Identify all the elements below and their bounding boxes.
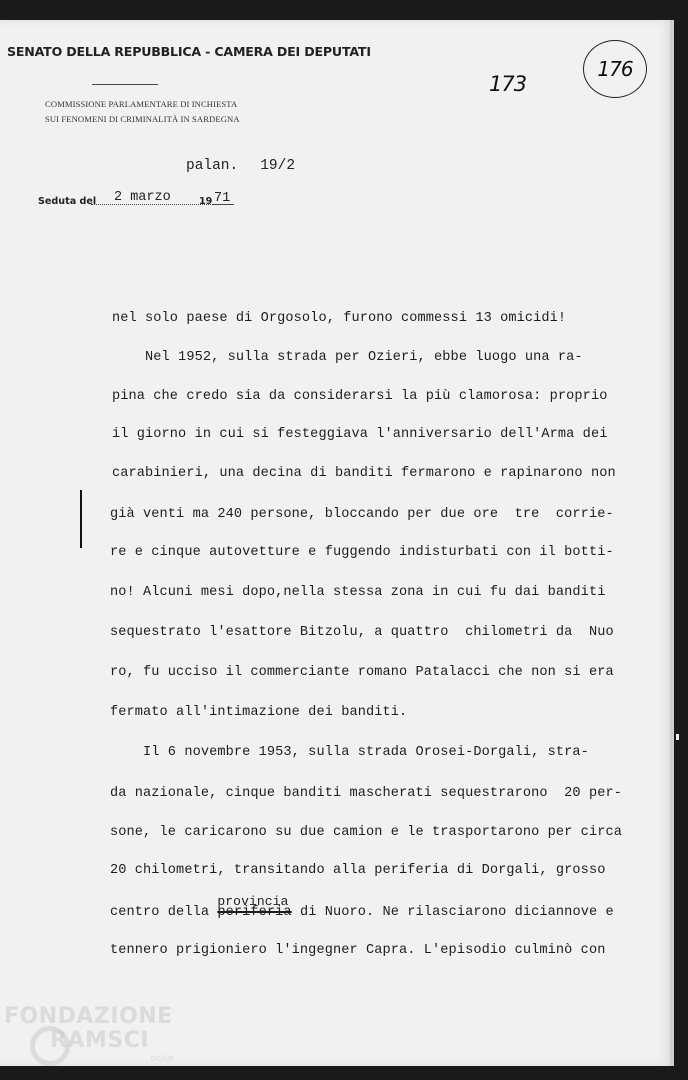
palan-label: palan. [186, 158, 239, 174]
session-year-suffix: 71 [214, 191, 231, 206]
palan-number: 19/2 [260, 158, 296, 174]
session-day-month: 2 marzo [114, 190, 171, 205]
watermark-line-2: RAMSCI [50, 1028, 150, 1053]
letterhead-title: SENATO DELLA REPUBBLICA - CAMERA DEI DEPUTATI [7, 44, 371, 59]
body-line: carabinieri, una decina di banditi fermarono e rapinarono non [112, 466, 616, 481]
correction-before: centro della [110, 905, 218, 920]
correction-after: di Nuoro. Ne rilasciarono diciannove e [291, 905, 614, 920]
correction [217, 894, 292, 920]
inserted-word: provincia [217, 894, 289, 909]
palan-reference [186, 158, 295, 174]
page-edge [670, 20, 674, 1066]
edge-mark [676, 734, 679, 740]
body-line: pina che credo sia da considerarsi la più clamorosa: proprio [112, 389, 608, 404]
watermark-line-1: FONDAZIONE [4, 1004, 173, 1029]
commission-line-1: COMMISSIONE PARLAMENTARE DI INCHIESTA [45, 99, 238, 109]
handwritten-page-number: 173 [489, 72, 527, 96]
body-line: già venti ma 240 persone, bloccando per due ore tre corrie- [110, 507, 614, 522]
body-line: il giorno in cui si festeggiava l'anniversario dell'Arma dei [112, 427, 608, 442]
body-line: Nel 1952, sulla strada per Ozieri, ebbe luogo una ra- [112, 350, 583, 365]
session-year-prefix: 19 [199, 196, 213, 207]
commission-line-2: SUI FENOMENI DI CRIMINALITÀ IN SARDEGNA [45, 114, 240, 124]
body-line: Il 6 novembre 1953, sulla strada Orosei-Dorgali, stra- [110, 745, 589, 760]
body-line: ro, fu ucciso il commerciante romano Patalacci che non si era [110, 665, 614, 680]
session-label: Seduta del [38, 196, 97, 207]
circled-number-text: 176 [597, 57, 633, 81]
session-date [38, 190, 268, 210]
struck-word: periferia [217, 905, 292, 920]
watermark-line-3: onlus [150, 1054, 175, 1064]
body-line: fermato all'intimazione dei banditi. [110, 705, 408, 720]
letterhead-rule [92, 84, 158, 85]
body-line: nel solo paese di Orgosolo, furono commessi 13 omicidi! [112, 311, 567, 326]
body-line: sone, le caricarono su due camion e le trasportarono per circa [110, 825, 622, 840]
margin-mark [80, 490, 82, 548]
body-line: 20 chilometri, transitando alla periferia di Dorgali, grosso [110, 863, 606, 878]
commission-name [45, 97, 240, 127]
body-line: no! Alcuni mesi dopo,nella stessa zona in cui fu dai banditi [110, 585, 606, 600]
body-line: tennero prigioniero l'ingegner Capra. L'episodio culminò con [110, 943, 606, 958]
circled-page-number [583, 40, 647, 98]
body-line: sequestrato l'esattore Bitzolu, a quattro chilometri da Nuo [110, 625, 614, 640]
body-line: re e cinque autovetture e fuggendo indisturbati con il botti- [110, 545, 614, 560]
body-line-corrected [110, 894, 614, 920]
body-line: da nazionale, cinque banditi mascherati sequestrarono 20 per- [110, 786, 622, 801]
